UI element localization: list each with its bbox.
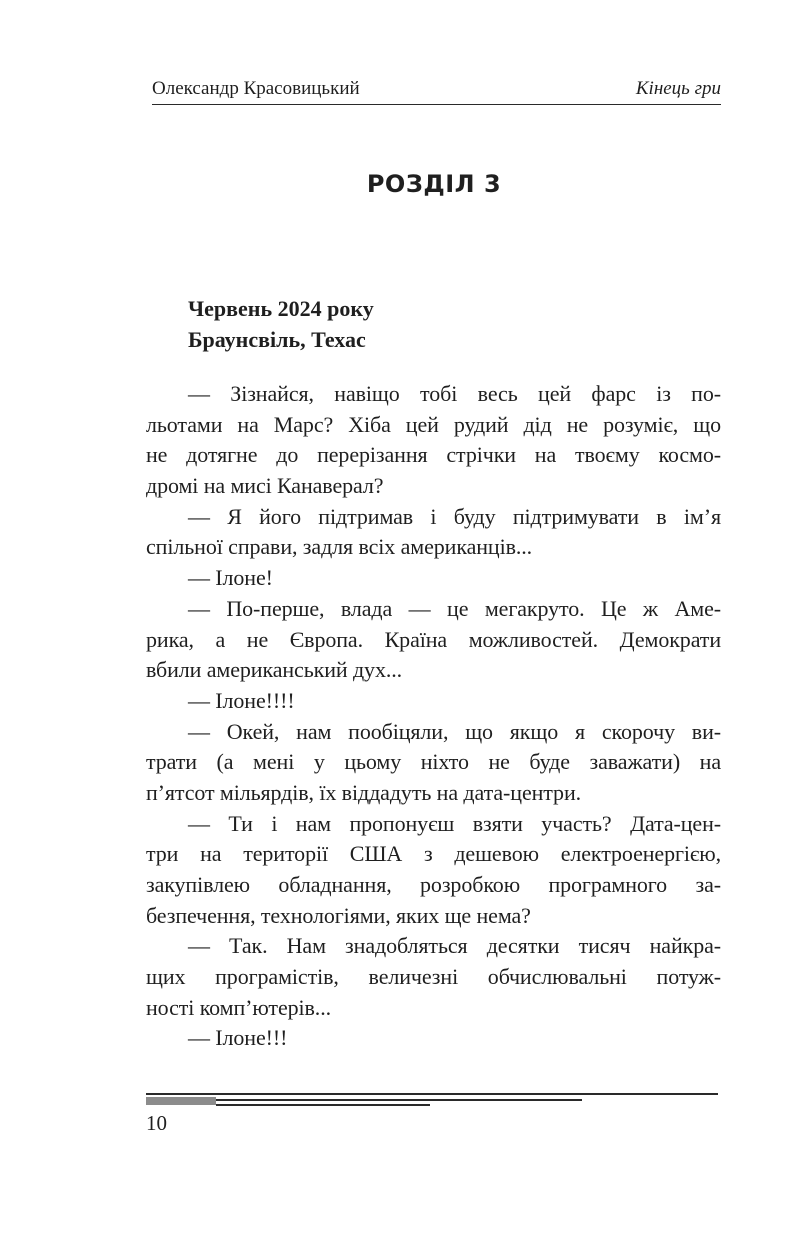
footer-rule-long	[146, 1093, 718, 1095]
footer-rule-short	[216, 1104, 430, 1106]
running-header	[152, 76, 721, 105]
text-line: три на території США з дешевою електроенергією,	[146, 841, 721, 867]
text-line: п’ятсот мільярдів, їх віддадуть на дата-центри.	[146, 779, 582, 805]
header-book-title: Кінець гри	[635, 78, 721, 99]
text-line: — Я його підтримав і буду підтримувати в ім’я	[188, 503, 721, 529]
text-line: дромі на мисі Канаверал?	[146, 473, 384, 499]
chapter-title: РОЗДІЛ 3	[366, 170, 502, 198]
text-line: не дотягне до перерізання стрічки на твоєму космо-	[146, 442, 721, 468]
chapter-setting	[188, 293, 374, 355]
header-author: Олександр Красовицький	[152, 78, 360, 99]
text-line: — Ти і нам пропонуєш взяти участь? Дата-цен-	[188, 810, 721, 836]
text-line: льотами на Марс? Хіба цей рудий дід не розуміє, що	[146, 411, 721, 437]
text-line: спільної справи, задля всіх американців...	[146, 534, 533, 560]
text-line: — Ілоне!!!	[188, 1025, 288, 1051]
text-line: — Ілоне!	[188, 565, 273, 591]
text-line: щих програмістів, величезні обчислювальні потуж-	[146, 964, 721, 990]
page-number: 10	[146, 1111, 167, 1135]
text-line: трати (а мені у цьому ніхто не буде заважати) на	[146, 749, 721, 775]
footer-rule-gray-block	[146, 1097, 216, 1105]
setting-date: Червень 2024 року	[188, 296, 374, 321]
text-line: — Окей, нам пообіцяли, що якщо я скорочу ви-	[188, 718, 721, 744]
footer-rule-medium	[216, 1099, 582, 1101]
text-line: закупівлею обладнання, розробкою програмного за-	[146, 872, 721, 897]
body-text	[146, 379, 721, 1054]
text-line: ності комп’ютерів...	[146, 994, 332, 1020]
footer-decorative-rules	[146, 1093, 718, 1109]
text-line: — По-перше, влада — це мегакруто. Це ж Аме-	[188, 595, 721, 621]
text-line: безпечення, технологіями, яких ще нема?	[146, 902, 531, 928]
text-line: — Зізнайся, навіщо тобі весь цей фарс із по-	[188, 381, 721, 406]
text-line: — Так. Нам знадобляться десятки тисяч найкра-	[188, 933, 721, 959]
text-line: вбили американський дух...	[146, 657, 403, 683]
setting-place: Браунсвіль, Техас	[188, 327, 366, 352]
text-line: рика, а не Європа. Країна можливостей. Демократи	[146, 626, 721, 652]
text-line: — Ілоне!!!!	[188, 687, 295, 713]
